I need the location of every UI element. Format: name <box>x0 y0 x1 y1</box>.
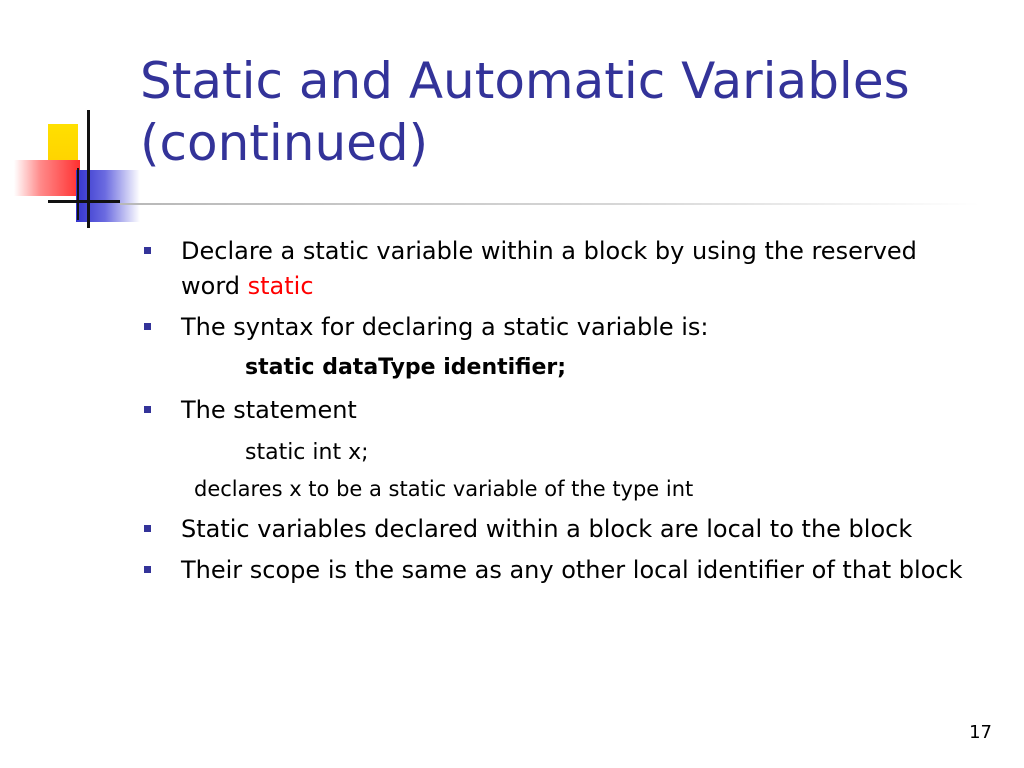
bullet-text: Static variables declared within a block are local to the block <box>181 515 913 543</box>
vertical-line-decoration-2 <box>77 168 79 220</box>
slide-title <box>140 50 1000 174</box>
square-bullet-icon <box>144 406 151 413</box>
code-explanation: declares x to be a static variable of the type int <box>194 477 694 501</box>
vertical-line-decoration <box>87 110 90 228</box>
title-line-2: (continued) <box>140 114 429 172</box>
bullet-text: The statement <box>181 396 357 424</box>
page-number: 17 <box>969 722 992 743</box>
red-square-decoration <box>14 160 80 196</box>
syntax-line: static dataType identifier; <box>245 355 567 380</box>
bullet-item <box>144 310 964 345</box>
bullet-item <box>144 512 964 547</box>
title-line-1: Static and Automatic Variables <box>140 52 910 110</box>
bullet-item <box>144 393 964 428</box>
slide-body <box>144 234 964 588</box>
code-example: static int x; <box>245 440 369 465</box>
square-bullet-icon <box>144 323 151 330</box>
square-bullet-icon <box>144 525 151 532</box>
bullet-item <box>144 234 964 304</box>
square-bullet-icon <box>144 566 151 573</box>
keyword-static: static <box>247 272 314 300</box>
bullet-text: Declare a static variable within a block by using the reserved word <box>181 237 917 300</box>
yellow-square-decoration <box>48 124 78 160</box>
bullet-text: The syntax for declaring a static variable is: <box>181 313 709 341</box>
blue-square-decoration <box>76 170 140 222</box>
horizontal-line-decoration <box>48 200 120 203</box>
bullet-item <box>144 553 964 588</box>
title-divider <box>120 203 980 205</box>
bullet-text: Their scope is the same as any other local identifier of that block <box>181 556 963 584</box>
square-bullet-icon <box>144 247 151 254</box>
